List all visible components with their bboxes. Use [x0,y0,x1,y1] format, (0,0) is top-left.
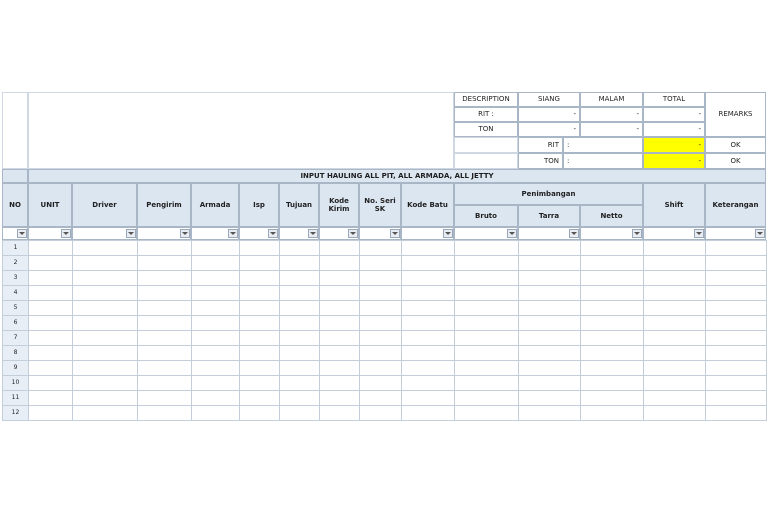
data-cell[interactable] [401,390,455,406]
check-rit-spacer[interactable] [454,137,518,153]
filter-kode-kirim[interactable] [319,227,359,240]
filter-no-seri-sk[interactable] [359,227,401,240]
data-cell[interactable] [191,330,240,346]
col-header-no-seri-sk: No. Seri SK [359,183,401,227]
row-number: 9 [2,360,29,376]
filter-dropdown-icon[interactable] [507,229,517,238]
row-number: 10 [2,375,29,391]
data-cell[interactable] [359,345,402,361]
data-cell[interactable] [28,330,73,346]
data-cell[interactable] [643,315,706,331]
check-rit-value[interactable]: - [643,137,705,153]
data-cell[interactable] [401,300,455,316]
data-cell[interactable] [401,240,455,256]
data-cell[interactable] [359,300,402,316]
data-cell[interactable] [401,405,455,421]
data-cell[interactable] [239,270,280,286]
summary-header-malam: MALAM [580,92,643,107]
col-header-kode-batu: Kode Batu [401,183,454,227]
data-cell[interactable] [518,240,581,256]
data-cell[interactable] [359,360,402,376]
data-cell[interactable] [137,360,192,376]
row-number: 12 [2,405,29,421]
data-cell[interactable] [28,255,73,271]
row-number: 1 [2,240,29,256]
data-cell[interactable] [359,390,402,406]
col-header-armada: Armada [191,183,239,227]
table-row[interactable] [2,330,766,345]
filter-dropdown-icon[interactable] [61,229,71,238]
data-cell[interactable] [454,405,519,421]
data-cell[interactable] [359,315,402,331]
data-cell[interactable] [72,240,138,256]
check-ton-label: TON [518,153,563,169]
col-header-penimbangan: Penimbangan [454,183,643,205]
data-cell[interactable] [643,345,706,361]
data-cell[interactable] [454,300,519,316]
filter-dropdown-icon[interactable] [228,229,238,238]
data-cell[interactable] [239,405,280,421]
data-cell[interactable] [454,345,519,361]
col-header-unit: UNIT [28,183,72,227]
summary-ton-malam[interactable]: - [580,122,643,137]
banner-left-cell[interactable] [2,169,28,183]
data-cell[interactable] [401,375,455,391]
data-cell[interactable] [72,315,138,331]
data-cell[interactable] [191,390,240,406]
check-ton-remark: OK [705,153,766,169]
data-cell[interactable] [643,330,706,346]
data-cell[interactable] [401,270,455,286]
data-cell[interactable] [580,240,644,256]
data-cell[interactable] [137,270,192,286]
spreadsheet-sheet [2,92,766,422]
check-ton-spacer[interactable] [454,153,518,169]
data-cell[interactable] [454,240,519,256]
summary-header-siang: SIANG [518,92,580,107]
data-cell[interactable] [705,315,767,331]
data-cell[interactable] [28,315,73,331]
col-header-pengirim: Pengirim [137,183,191,227]
data-cell[interactable] [239,240,280,256]
table-row[interactable] [2,345,766,360]
data-cell[interactable] [72,300,138,316]
data-cell[interactable] [72,285,138,301]
data-cell[interactable] [705,270,767,286]
data-cell[interactable] [137,315,192,331]
check-rit-remark: OK [705,137,766,153]
data-cell[interactable] [28,360,73,376]
summary-rit-siang[interactable]: - [518,107,580,122]
data-cell[interactable] [454,270,519,286]
filter-dropdown-icon[interactable] [569,229,579,238]
data-cell[interactable] [518,405,581,421]
data-cell[interactable] [518,285,581,301]
filter-no[interactable] [2,227,28,240]
col-header-shift: Shift [643,183,705,227]
data-cell[interactable] [239,375,280,391]
data-cell[interactable] [518,345,581,361]
filter-dropdown-icon[interactable] [268,229,278,238]
data-cell[interactable] [705,375,767,391]
filter-shift[interactable] [643,227,705,240]
filter-dropdown-icon[interactable] [390,229,400,238]
row-number: 2 [2,255,29,271]
data-cell[interactable] [279,315,320,331]
check-ton-sep: : [563,153,643,169]
data-cell[interactable] [239,300,280,316]
row-number: 6 [2,315,29,331]
data-cell[interactable] [401,285,455,301]
data-cell[interactable] [319,285,360,301]
filter-dropdown-icon[interactable] [308,229,318,238]
summary-rit-label: RIT : [454,107,518,122]
data-grid[interactable] [2,240,766,422]
table-row[interactable] [2,315,766,330]
check-rit-sep: : [563,137,643,153]
data-cell[interactable] [28,405,73,421]
data-cell[interactable] [454,375,519,391]
data-cell[interactable] [705,300,767,316]
data-cell[interactable] [580,285,644,301]
row-number: 7 [2,330,29,346]
summary-ton-label: TON [454,122,518,137]
data-cell[interactable] [319,315,360,331]
data-cell[interactable] [239,390,280,406]
data-cell[interactable] [319,330,360,346]
filter-dropdown-icon[interactable] [632,229,642,238]
data-cell[interactable] [239,255,280,271]
data-cell[interactable] [359,240,402,256]
data-cell[interactable] [319,345,360,361]
summary-rit-malam[interactable]: - [580,107,643,122]
data-cell[interactable] [518,390,581,406]
table-row[interactable] [2,375,766,390]
data-cell[interactable] [191,300,240,316]
data-cell[interactable] [401,360,455,376]
data-cell[interactable] [28,345,73,361]
data-cell[interactable] [28,300,73,316]
table-row[interactable] [2,390,766,405]
filter-dropdown-icon[interactable] [180,229,190,238]
data-cell[interactable] [137,390,192,406]
row-number: 3 [2,270,29,286]
filter-dropdown-icon[interactable] [126,229,136,238]
data-cell[interactable] [191,345,240,361]
col-header-keterangan: Keterangan [705,183,766,227]
data-cell[interactable] [643,285,706,301]
data-cell[interactable] [580,255,644,271]
row-number: 4 [2,285,29,301]
data-cell[interactable] [705,405,767,421]
data-cell[interactable] [319,390,360,406]
data-cell[interactable] [28,285,73,301]
data-cell[interactable] [191,255,240,271]
data-cell[interactable] [580,360,644,376]
data-cell[interactable] [239,360,280,376]
data-cell[interactable] [319,255,360,271]
data-cell[interactable] [454,390,519,406]
data-cell[interactable] [518,315,581,331]
data-cell[interactable] [580,390,644,406]
data-cell[interactable] [580,330,644,346]
data-cell[interactable] [28,375,73,391]
data-cell[interactable] [319,270,360,286]
data-cell[interactable] [239,330,280,346]
data-cell[interactable] [580,300,644,316]
data-cell[interactable] [72,390,138,406]
data-cell[interactable] [28,390,73,406]
empty-merged-area[interactable] [28,92,454,169]
data-cell[interactable] [643,405,706,421]
summary-rit-total[interactable]: - [643,107,705,122]
filter-pengirim[interactable] [137,227,191,240]
data-cell[interactable] [705,390,767,406]
data-cell[interactable] [401,255,455,271]
data-cell[interactable] [401,315,455,331]
data-cell[interactable] [279,345,320,361]
data-cell[interactable] [279,240,320,256]
data-cell[interactable] [454,330,519,346]
data-cell[interactable] [401,330,455,346]
data-cell[interactable] [705,330,767,346]
data-cell[interactable] [191,375,240,391]
filter-keterangan[interactable] [705,227,766,240]
data-cell[interactable] [137,285,192,301]
data-cell[interactable] [580,375,644,391]
filter-driver[interactable] [72,227,137,240]
filter-kode-batu[interactable] [401,227,454,240]
table-row[interactable] [2,285,766,300]
filter-dropdown-icon[interactable] [755,229,765,238]
data-cell[interactable] [239,345,280,361]
data-cell[interactable] [643,375,706,391]
data-cell[interactable] [137,255,192,271]
summary-header-total: TOTAL [643,92,705,107]
summary-ton-siang[interactable]: - [518,122,580,137]
row-number: 8 [2,345,29,361]
data-cell[interactable] [191,360,240,376]
data-cell[interactable] [580,270,644,286]
filter-bruto[interactable] [454,227,518,240]
data-cell[interactable] [137,345,192,361]
data-cell[interactable] [279,375,320,391]
data-cell[interactable] [279,285,320,301]
data-cell[interactable] [137,375,192,391]
data-cell[interactable] [191,240,240,256]
table-row[interactable] [2,255,766,270]
data-cell[interactable] [643,270,706,286]
data-cell[interactable] [319,405,360,421]
col-header-tujuan: Tujuan [279,183,319,227]
data-cell[interactable] [359,375,402,391]
data-cell[interactable] [72,345,138,361]
summary-header-remarks: REMARKS [705,92,766,137]
filter-netto[interactable] [580,227,643,240]
filter-dropdown-icon[interactable] [348,229,358,238]
data-cell[interactable] [518,330,581,346]
table-row[interactable] [2,240,766,255]
data-cell[interactable] [279,300,320,316]
data-cell[interactable] [643,240,706,256]
col-header-driver: Driver [72,183,137,227]
data-cell[interactable] [454,315,519,331]
col-header-tarra: Tarra [518,205,580,227]
col-header-no: NO [2,183,28,227]
table-row[interactable] [2,300,766,315]
data-cell[interactable] [359,270,402,286]
data-cell[interactable] [359,330,402,346]
data-cell[interactable] [279,330,320,346]
data-cell[interactable] [401,345,455,361]
data-cell[interactable] [72,330,138,346]
data-cell[interactable] [643,390,706,406]
filter-dropdown-icon[interactable] [443,229,453,238]
summary-ton-total[interactable]: - [643,122,705,137]
data-cell[interactable] [191,315,240,331]
filter-dropdown-icon[interactable] [694,229,704,238]
col-header-isp: Isp [239,183,279,227]
data-cell[interactable] [319,240,360,256]
data-cell[interactable] [705,345,767,361]
data-cell[interactable] [705,360,767,376]
table-row[interactable] [2,405,766,420]
data-cell[interactable] [518,375,581,391]
data-cell[interactable] [580,315,644,331]
data-cell[interactable] [359,405,402,421]
data-cell[interactable] [454,255,519,271]
data-cell[interactable] [319,375,360,391]
data-cell[interactable] [191,270,240,286]
data-cell[interactable] [279,390,320,406]
data-cell[interactable] [518,360,581,376]
row-number: 5 [2,300,29,316]
data-cell[interactable] [137,240,192,256]
check-ton-value[interactable]: - [643,153,705,169]
data-cell[interactable] [191,405,240,421]
table-row[interactable] [2,270,766,285]
data-cell[interactable] [518,255,581,271]
data-cell[interactable] [279,270,320,286]
col-header-bruto: Bruto [454,205,518,227]
filter-tujuan[interactable] [279,227,319,240]
data-cell[interactable] [580,345,644,361]
col-header-kode-kirim: Kode Kirim [319,183,359,227]
data-cell[interactable] [28,270,73,286]
corner-cell[interactable] [2,92,28,169]
data-cell[interactable] [454,360,519,376]
summary-header-description: DESCRIPTION [454,92,518,107]
table-row[interactable] [2,360,766,375]
data-cell[interactable] [454,285,519,301]
filter-dropdown-icon[interactable] [17,229,27,238]
data-cell[interactable] [72,375,138,391]
data-cell[interactable] [359,255,402,271]
filter-unit[interactable] [28,227,72,240]
filter-armada[interactable] [191,227,239,240]
col-header-netto: Netto [580,205,643,227]
data-cell[interactable] [72,255,138,271]
data-cell[interactable] [643,255,706,271]
row-number: 11 [2,390,29,406]
data-cell[interactable] [279,405,320,421]
data-cell[interactable] [239,285,280,301]
filter-isp[interactable] [239,227,279,240]
data-cell[interactable] [359,285,402,301]
check-rit-label: RIT [518,137,563,153]
data-cell[interactable] [580,405,644,421]
filter-tarra[interactable] [518,227,580,240]
data-cell[interactable] [191,285,240,301]
section-banner: INPUT HAULING ALL PIT, ALL ARMADA, ALL JETTY [28,169,766,183]
data-cell[interactable] [279,360,320,376]
data-cell[interactable] [518,270,581,286]
data-cell[interactable] [705,240,767,256]
data-cell[interactable] [137,330,192,346]
data-cell[interactable] [643,360,706,376]
data-cell[interactable] [28,240,73,256]
data-cell[interactable] [319,300,360,316]
data-cell[interactable] [279,255,320,271]
data-cell[interactable] [319,360,360,376]
data-cell[interactable] [72,270,138,286]
data-cell[interactable] [239,315,280,331]
data-cell[interactable] [137,405,192,421]
data-cell[interactable] [518,300,581,316]
data-cell[interactable] [72,405,138,421]
data-cell[interactable] [705,285,767,301]
data-cell[interactable] [643,300,706,316]
data-cell[interactable] [72,360,138,376]
data-cell[interactable] [705,255,767,271]
data-cell[interactable] [137,300,192,316]
